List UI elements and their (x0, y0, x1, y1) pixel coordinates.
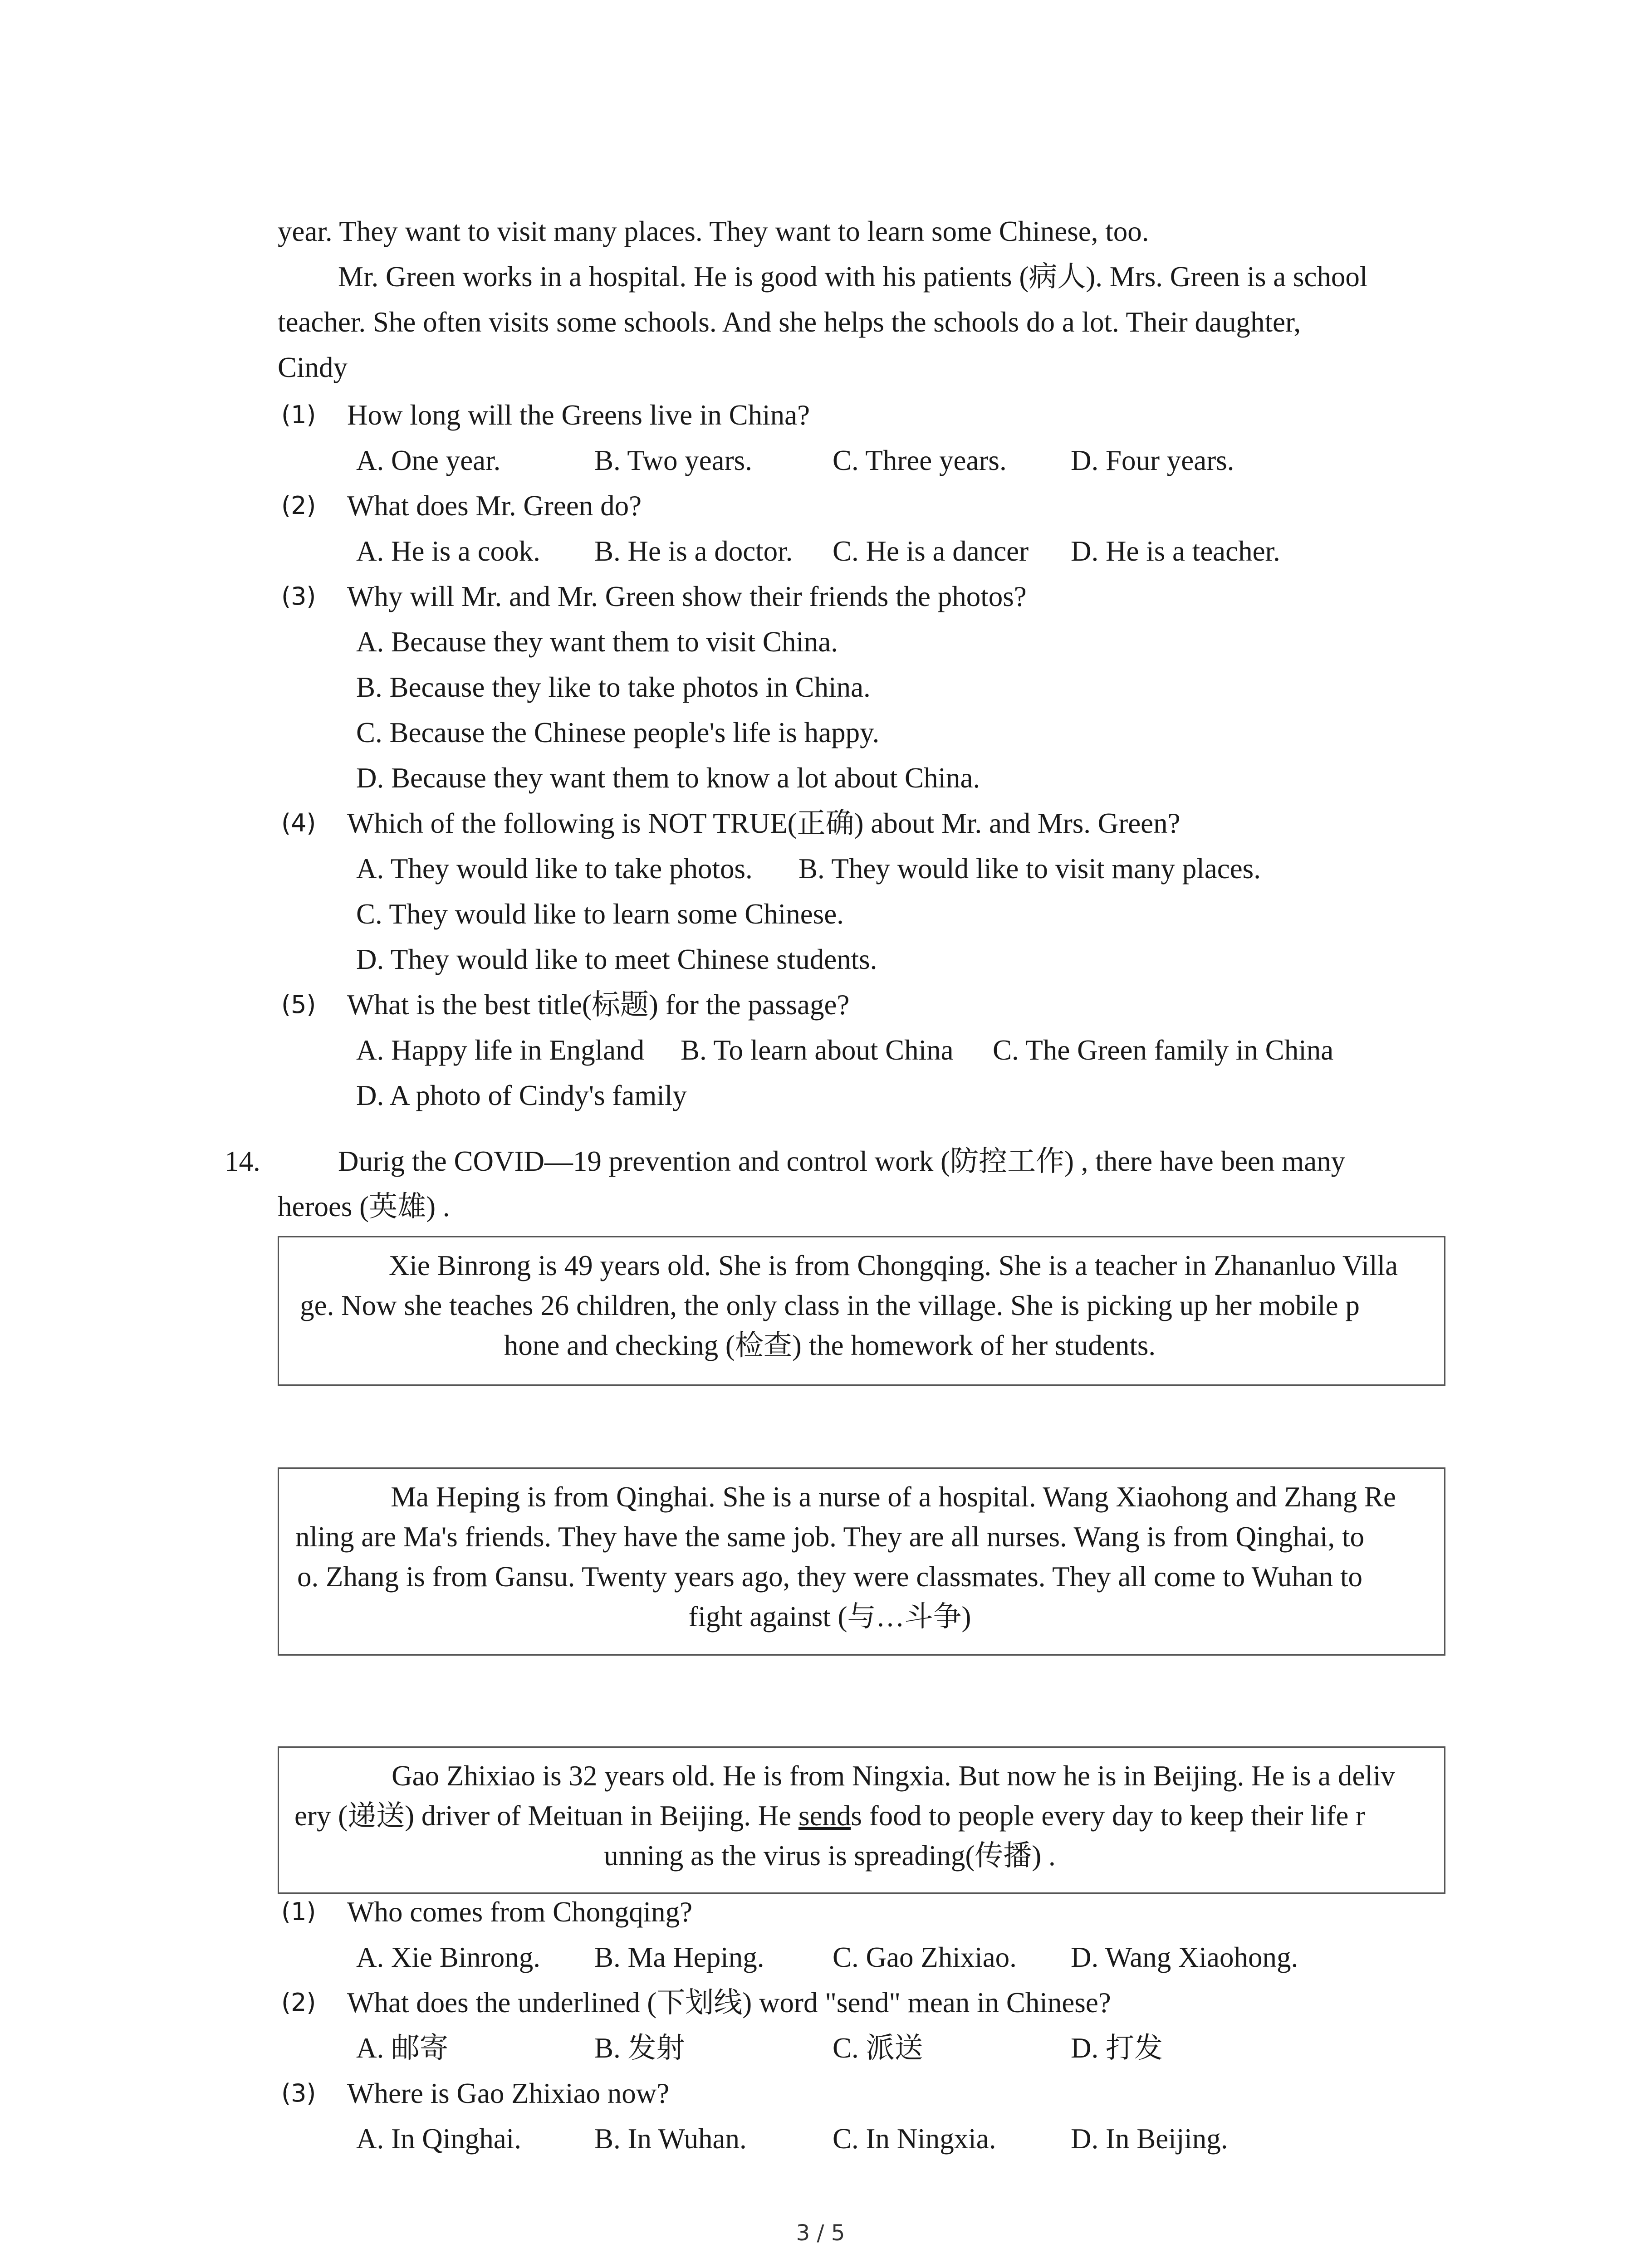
option: D. Wang Xiaohong. (1071, 1941, 1298, 1973)
option: C. In Ningxia. (833, 2123, 996, 2155)
question-text: Why will Mr. and Mr. Green show their friends the photos? (347, 581, 1027, 612)
passage-line: Mr. Green works in a hospital. He is good with his patients (病人). Mrs. Green is a school (338, 261, 1368, 293)
question-intro: Durig the COVID—19 prevention and control work (防控工作) , there have been many (338, 1145, 1346, 1177)
option: D. 打发 (1071, 2032, 1163, 2064)
option: C. They would like to learn some Chinese. (356, 898, 844, 930)
box-text: Xie Binrong is 49 years old. She is from Chongqing. She is a teacher in Zhananluo Villa ge. Now she teaches 26 children, the only class in the village. She is picking up her mobile p hone and checking (检查) the homework of her students. (300, 1250, 1398, 1361)
option: C. The Green family in China (993, 1034, 1334, 1066)
story-box-ma-heping (278, 1467, 1445, 1656)
option: A. 邮寄 (356, 2032, 448, 2064)
story-box-xie-binrong (278, 1236, 1445, 1386)
option: A. One year. (356, 445, 501, 476)
passage-line: year. They want to visit many places. They want to learn some Chinese, too. (278, 215, 1149, 247)
option: D. Because they want them to know a lot about China. (356, 762, 980, 794)
underlined-word: send (798, 1800, 851, 1832)
option: A. Because they want them to visit China. (356, 626, 838, 658)
option: D. A photo of Cindy's family (356, 1080, 687, 1111)
passage-line: teacher. She often visits some schools. And she helps the schools do a lot. Their daughter, (278, 306, 1301, 338)
question-number: (5) (281, 990, 316, 1019)
option: C. He is a dancer (833, 535, 1029, 567)
page-number: 3 / 5 (796, 2220, 845, 2246)
option: A. Happy life in England (356, 1034, 645, 1066)
question-number: (3) (281, 582, 316, 611)
passage-line: Cindy (278, 352, 348, 383)
option: C. Gao Zhixiao. (833, 1941, 1017, 1973)
question-number: (4) (281, 809, 316, 837)
option: C. 派送 (833, 2032, 923, 2064)
question-text: How long will the Greens live in China? (347, 399, 810, 431)
option: B. To learn about China (681, 1034, 954, 1066)
box-text: Gao Zhixiao is 32 years old. He is from Ningxia. But now he is in Beijing. He is a deliv ery (递送) driver of Meituan in Beijing. He sends food to people every day to keep their life r unning as the virus is spreading(传播) . (294, 1760, 1395, 1872)
option: C. Because the Chinese people's life is happy. (356, 717, 880, 748)
option: D. He is a teacher. (1071, 535, 1280, 567)
option: C. Three years. (833, 445, 1007, 476)
option: D. In Beijing. (1071, 2123, 1228, 2155)
question-number: (1) (281, 401, 316, 429)
option: A. He is a cook. (356, 535, 540, 567)
option: B. Ma Heping. (594, 1941, 764, 1973)
box-text: Ma Heping is from Qinghai. She is a nurse of a hospital. Wang Xiaohong and Zhang Re nling are Ma's friends. They have the same job. They are all nurses. Wang is from Qinghai, to o. Zhang is from Gansu. Twenty years ago, they were classmates. They all come to Wuhan to fight against (与…斗争) (295, 1481, 1396, 1633)
question-number: (3) (281, 2079, 316, 2107)
question-number: (2) (281, 491, 316, 520)
story-box-gao-zhixiao (278, 1746, 1445, 1894)
question-number: (2) (281, 1988, 316, 2017)
option: B. Because they like to take photos in China. (356, 671, 871, 703)
option: B. They would like to visit many places. (798, 853, 1261, 885)
option: A. They would like to take photos. (356, 853, 753, 885)
question-text: Where is Gao Zhixiao now? (347, 2077, 670, 2109)
question-number: (1) (281, 1897, 316, 1926)
option: B. Two years. (594, 445, 752, 476)
question-intro: heroes (英雄) . (278, 1191, 450, 1222)
question-text: What does the underlined (下划线) word "send" mean in Chinese? (347, 1987, 1111, 2019)
question-text: What is the best title(标题) for the passage? (347, 989, 850, 1021)
question-text: Who comes from Chongqing? (347, 1896, 693, 1928)
option: B. In Wuhan. (594, 2123, 747, 2155)
option: A. Xie Binrong. (356, 1941, 540, 1973)
question-number: 14. (225, 1145, 260, 1177)
question-text: What does Mr. Green do? (347, 490, 642, 522)
option: B. 发射 (594, 2032, 685, 2064)
question-text: Which of the following is NOT TRUE(正确) about Mr. and Mrs. Green? (347, 807, 1181, 839)
option: D. They would like to meet Chinese students. (356, 943, 877, 975)
option: B. He is a doctor. (594, 535, 793, 567)
option: A. In Qinghai. (356, 2123, 521, 2155)
option: D. Four years. (1071, 445, 1234, 476)
